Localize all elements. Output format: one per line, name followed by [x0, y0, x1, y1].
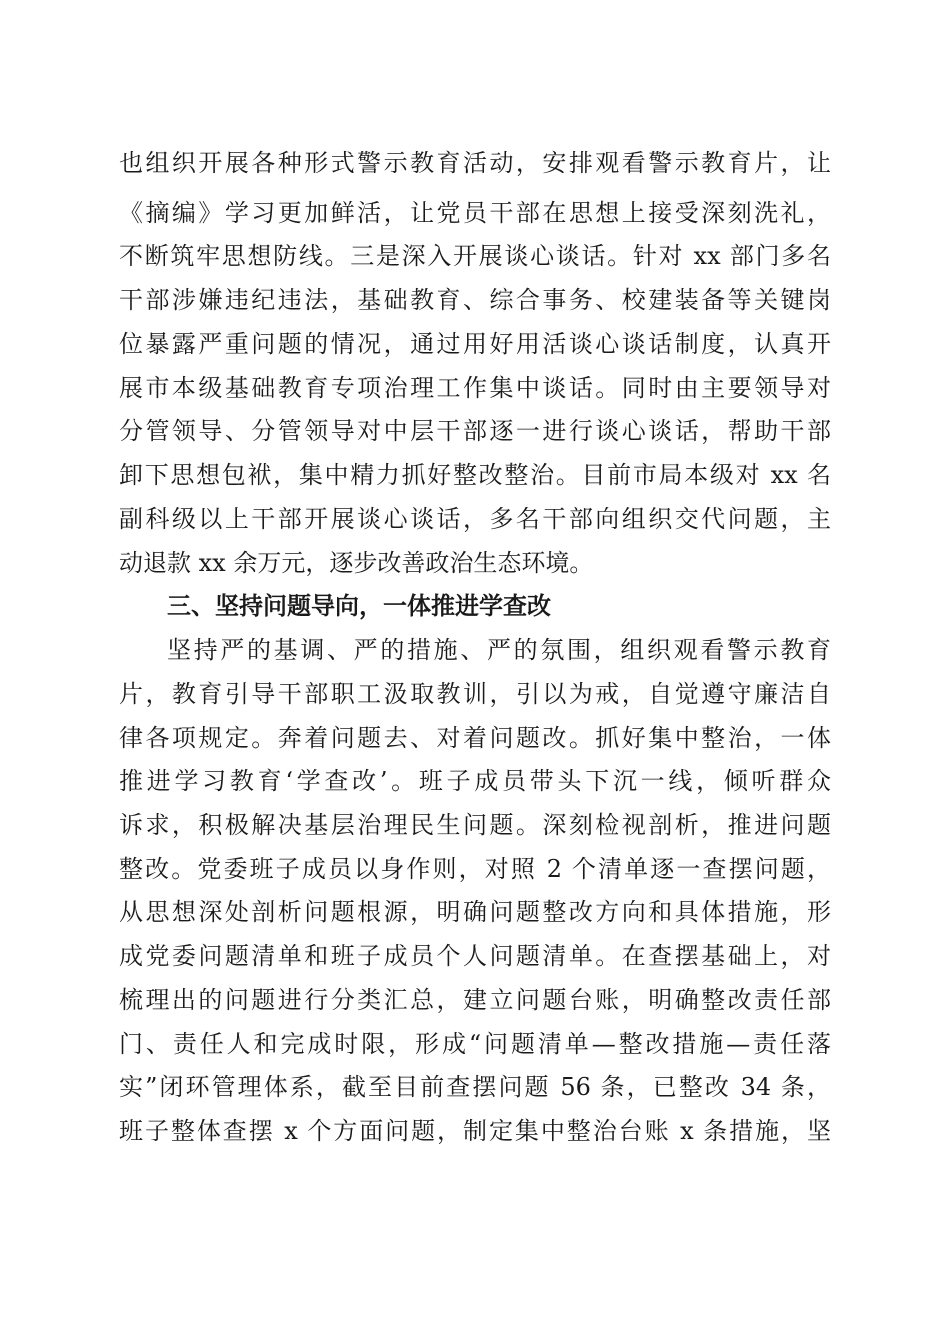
paragraph-line: 整改。党委班子成员以身作则，对照 2 个清单逐一查摆问题，: [119, 855, 831, 883]
paragraph-line: 位暴露严重问题的情况，通过用好用活谈心谈话制度，认真开: [119, 330, 831, 358]
paragraph-line: 诉求，积极解决基层治理民生问题。深刻检视剖析，推进问题: [119, 811, 831, 839]
paragraph-line: 不断筑牢思想防线。三是深入开展谈心谈话。针对 xx 部门多名: [119, 242, 831, 270]
paragraph-line: 展市本级基础教育专项治理工作集中谈话。同时由主要领导对: [119, 374, 831, 402]
paragraph-line: 律各项规定。奔着问题去、对着问题改。抓好集中整治，一体: [119, 724, 831, 752]
paragraph-line: 干部涉嫌违纪违法，基础教育、综合事务、校建装备等关键岗: [119, 286, 831, 314]
paragraph-line: 副科级以上干部开展谈心谈话，多名干部向组织交代问题，主: [119, 505, 831, 533]
paragraph-line: 从思想深处剖析问题根源，明确问题整改方向和具体措施，形: [119, 898, 831, 926]
section-heading: 三、坚持问题导向，一体推进学查改: [167, 592, 551, 620]
paragraph-line: 班子整体查摆 x 个方面问题，制定集中整治台账 x 条措施，坚: [119, 1117, 831, 1145]
paragraph-line: 梳理出的问题进行分类汇总，建立问题台账，明确整改责任部: [119, 986, 831, 1014]
paragraph-line: 成党委问题清单和班子成员个人问题清单。在查摆基础上，对: [119, 942, 831, 970]
paragraph-line: 片，教育引导干部职工汲取教训，引以为戒，自觉遵守廉洁自: [119, 680, 831, 708]
paragraph-line: 实”闭环管理体系，截至目前查摆问题 56 条，已整改 34 条，: [119, 1073, 831, 1101]
paragraph-line: 分管领导、分管领导对中层干部逐一进行谈心谈话，帮助干部: [119, 417, 831, 445]
paragraph-line: 门、责任人和完成时限，形成“问题清单—整改措施—责任落: [119, 1030, 831, 1058]
paragraph-line: 卸下思想包袱，集中精力抓好整改整治。目前市局本级对 xx 名: [119, 461, 831, 489]
paragraph-line: 动退款 xx 余万元，逐步改善政治生态环境。: [119, 549, 594, 577]
paragraph-line: 也组织开展各种形式警示教育活动，安排观看警示教育片，让: [119, 149, 831, 177]
paragraph-line: 《摘编》学习更加鲜活，让党员干部在思想上接受深刻洗礼，: [119, 199, 831, 227]
paragraph-line: 坚持严的基调、严的措施、严的氛围，组织观看警示教育: [167, 636, 831, 664]
paragraph-line: 推进学习教育‘学查改’。班子成员带头下沉一线，倾听群众: [119, 767, 831, 795]
